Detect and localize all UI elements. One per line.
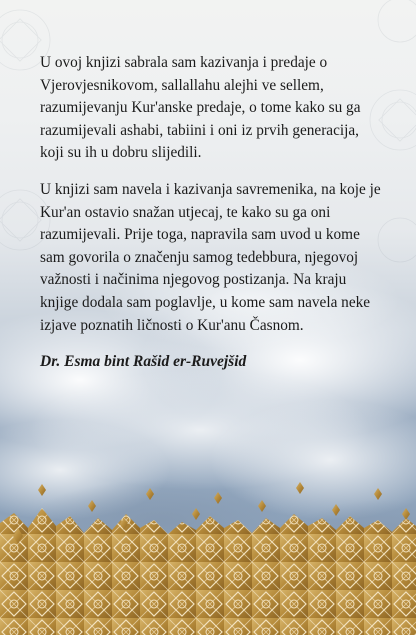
paragraph-1: U ovoj knjizi sabrala sam kazivanja i predaje o Vjerovjesnikovom, sallallahu alejhi ve sellem, razumijevanju Kur'anske predaje, o tome kako su ga razumijevali ashabi, tabiini i oni iz prvih generacija, koji su ih u dobru slijedili. [40, 54, 361, 162]
author-signature: Dr. Esma bint Rašid er-Ruvejšid [40, 353, 247, 371]
gold-geometric-border [0, 478, 416, 635]
paragraph-2: U knjizi sam navela i kazivanja savremenika, na koje je Kur'an ostavio snažan utjecaj, te kako su ga oni razumijevali. Prije toga, napravila sam uvod u kome sam govorila o značenju samog tedebbura, njegovoj važnosti i načinima njegovog postizanja. Na kraju knjige dodala sam poglavlje, u kome sam navela neke izjave poznatih ličnosti o Kur'anu Časnom. [40, 180, 381, 334]
description-text [40, 52, 386, 374]
